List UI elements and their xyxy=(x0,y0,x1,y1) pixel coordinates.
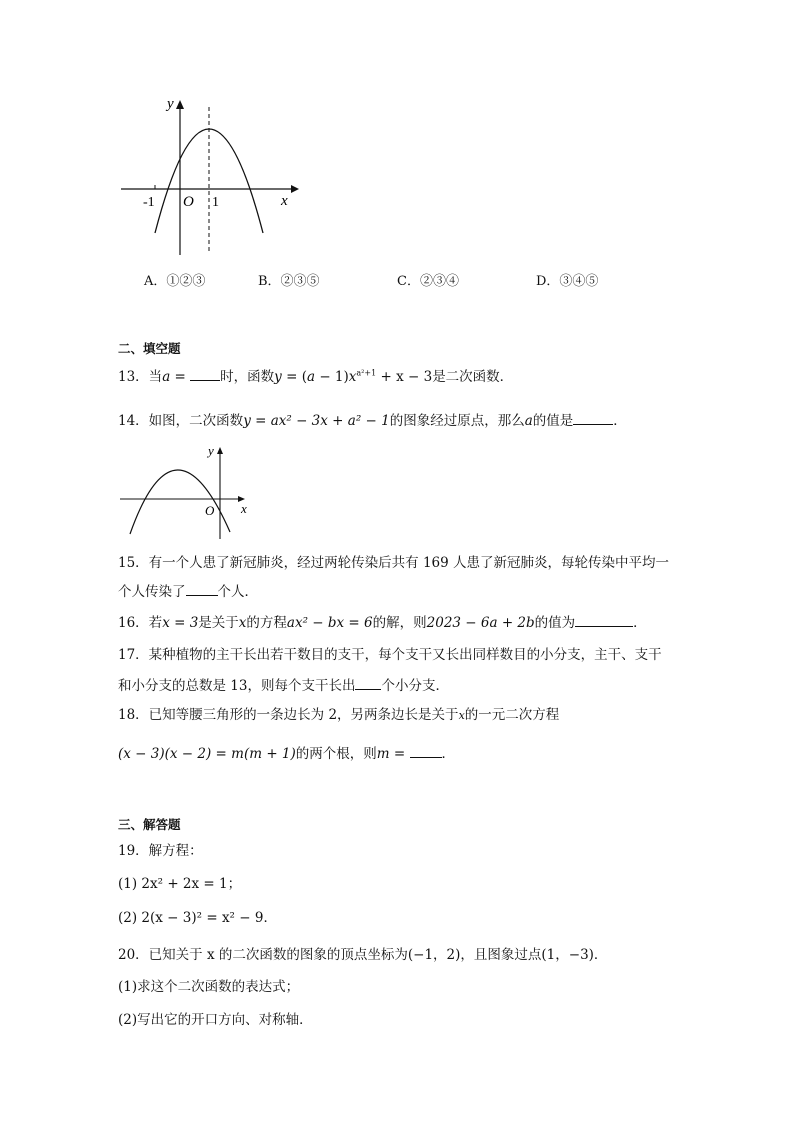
q14-var: a xyxy=(524,413,533,429)
q16-end: ． xyxy=(633,615,647,631)
question-20-part2: (2)写出它的开口方向、对称轴． xyxy=(118,1012,313,1028)
q16-blank[interactable] xyxy=(575,612,633,627)
section-solve-title: 三、解答题 xyxy=(118,817,181,832)
q16-d: 的解，则 xyxy=(372,615,427,631)
question-18-line2 xyxy=(118,743,455,764)
q18-equation: (x − 3)(x − 2) = m(m + 1) xyxy=(118,746,296,762)
q17-blank[interactable] xyxy=(355,675,381,690)
q13-var-a: a xyxy=(162,369,171,385)
q15-blank[interactable] xyxy=(186,581,218,596)
y-axis-arrow xyxy=(217,447,223,454)
tick-neg-one-label: -1 xyxy=(143,195,155,210)
q14-tail: 的值是 xyxy=(532,413,574,429)
q13-equals: = xyxy=(170,369,191,385)
q16-eq: ax² − bx = 6 xyxy=(286,615,373,631)
tick-one-label: 1 xyxy=(212,195,219,210)
q18-var: x xyxy=(458,709,465,722)
q13-f2: − 1) xyxy=(315,369,349,385)
q16-var: x xyxy=(238,615,247,631)
x-axis-arrow xyxy=(291,185,299,193)
q16-expr: 2023 − 6a + 2b xyxy=(426,615,535,631)
q16-b: 是关于 xyxy=(198,615,239,631)
question-13 xyxy=(118,366,513,387)
q18-text-b: 的一元二次方程 xyxy=(464,707,560,723)
question-18-line1 xyxy=(118,705,559,726)
q16-a: 16．若 xyxy=(118,615,163,631)
q14-mid: 的图象经过原点，那么 xyxy=(389,413,525,429)
q14-formula: y = ax² − 3x + a² − 1 xyxy=(243,413,390,429)
q13-tail: 是二次函数． xyxy=(432,369,514,385)
q14-prefix: 14．如图，二次函数 xyxy=(118,413,244,429)
parabola-curve xyxy=(130,470,230,534)
q13-blank[interactable] xyxy=(190,366,220,381)
q12-parabola-graph xyxy=(115,95,300,265)
option-a[interactable]: A．①②③ xyxy=(144,274,206,289)
q13-mid: 时，函数 xyxy=(220,369,275,385)
q15-text-a: 个人传染了 xyxy=(118,584,186,600)
q18-text-c: 的两个根，则 xyxy=(295,746,377,762)
origin-label: O xyxy=(205,503,215,518)
q13-exponent: a²+1 xyxy=(356,368,377,378)
question-14 xyxy=(118,410,627,431)
q13-a: a xyxy=(306,369,316,385)
q14-parabola-graph xyxy=(118,442,258,544)
question-16 xyxy=(118,612,647,633)
y-axis-label: y xyxy=(208,443,214,458)
question-19-part2: (2) 2(x − 3)² = x² − 9． xyxy=(118,910,277,926)
x-axis-label: x xyxy=(281,193,288,209)
q14-blank[interactable] xyxy=(573,410,613,425)
option-c[interactable]: C．②③④ xyxy=(397,274,459,289)
section-fill-in-title: 二、填空题 xyxy=(118,341,181,356)
question-20-title: 20．已知关于 x 的二次函数的图象的顶点坐标为(−1，2)，且图象过点(1，−3)． xyxy=(118,947,608,963)
q16-cond: x = 3 xyxy=(162,615,199,631)
q15-text-b: 个人． xyxy=(217,584,258,600)
q13-y: y xyxy=(274,369,282,385)
q18-end: ． xyxy=(441,746,455,762)
question-17-line2 xyxy=(118,675,449,696)
q14-end: ． xyxy=(613,413,627,429)
option-d[interactable]: D．③④⑤ xyxy=(536,274,599,289)
question-20-part1: (1)求这个二次函数的表达式； xyxy=(118,979,300,995)
y-axis-arrow xyxy=(176,100,184,109)
q18-blank[interactable] xyxy=(410,743,442,758)
question-15-line2 xyxy=(118,581,258,602)
q13-f1: = ( xyxy=(281,369,307,385)
origin-label: O xyxy=(183,194,194,210)
question-19-title: 19．解方程： xyxy=(118,843,203,859)
q16-e: 的值为 xyxy=(534,615,576,631)
option-b[interactable]: B．②③⑤ xyxy=(258,274,320,289)
q13-prefix: 13．当 xyxy=(118,369,163,385)
q18-text-a: 18．已知等腰三角形的一条边长为 2，另两条边长是关于 xyxy=(118,707,459,723)
q17-text-a: 和小分支的总数是 13，则每个支干长出 xyxy=(118,678,356,694)
question-19-part1: (1) 2x² + 2x = 1； xyxy=(118,876,242,892)
q18-m: m xyxy=(376,746,390,762)
question-15-line1: 15．有一个人患了新冠肺炎，经过两轮传染后共有 169 人患了新冠肺炎，每轮传染中平均一 xyxy=(118,555,670,571)
q17-text-b: 个小分支． xyxy=(381,678,449,694)
q13-x: x xyxy=(348,369,357,385)
q16-c: 的方程 xyxy=(246,615,287,631)
x-axis-label: x xyxy=(241,501,247,516)
y-axis-label: y xyxy=(167,96,174,112)
q13-f3: + x − 3 xyxy=(376,369,433,385)
q18-eqs: = xyxy=(389,746,410,762)
question-17-line1: 17．某种植物的主干长出若干数目的支干，每个支干又长出同样数目的小分支，主干、支干 xyxy=(118,647,662,663)
